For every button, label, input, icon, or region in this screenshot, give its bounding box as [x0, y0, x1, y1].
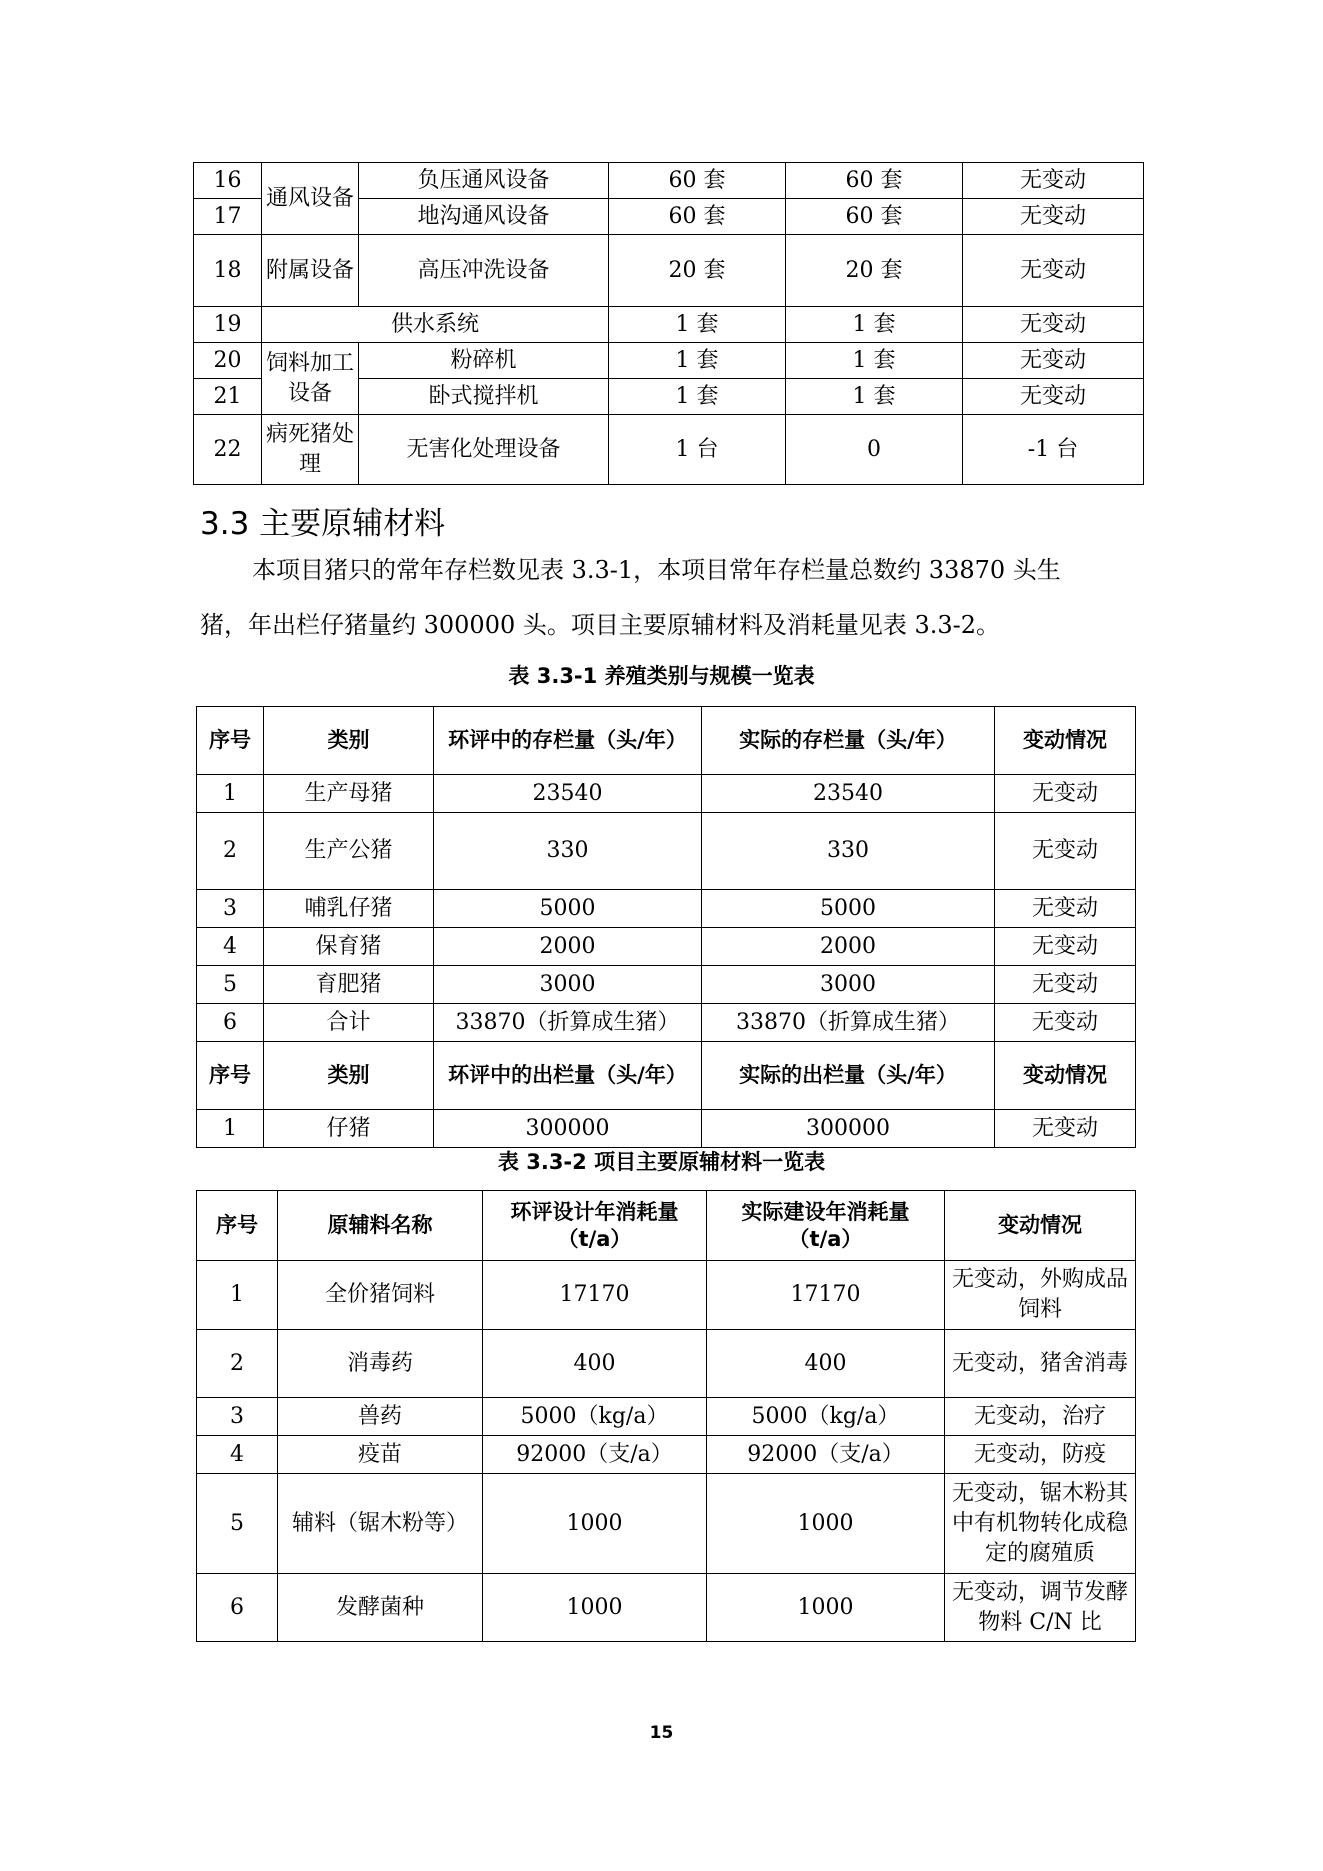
column-header: 序号 [197, 1191, 278, 1261]
actual-quantity: 1 套 [786, 343, 963, 379]
table-row [197, 775, 1136, 813]
column-header: 序号 [197, 707, 264, 775]
table-cell: 3000 [434, 966, 702, 1004]
table-cell: 23540 [702, 775, 995, 813]
row-number: 22 [194, 415, 262, 485]
change-status: 无变动 [963, 379, 1144, 415]
column-header: 变动情况 [995, 1042, 1136, 1110]
row-number: 16 [194, 163, 262, 199]
table-cell: 生产母猪 [264, 775, 434, 813]
column-header: 实际建设年消耗量（t/a） [707, 1191, 945, 1261]
eia-quantity: 1 套 [609, 379, 786, 415]
table-cell: 400 [483, 1330, 707, 1398]
paragraph: 猪，年出栏仔猪量约 300000 头。项目主要原辅材料及消耗量见表 3.3-2。 [200, 611, 1001, 639]
table-cell: 3 [197, 890, 264, 928]
table-cell: 33870（折算成生猪） [702, 1004, 995, 1042]
table-cell: 4 [197, 1436, 278, 1474]
table-cell: 5000 [434, 890, 702, 928]
table-cell: 全价猪饲料 [278, 1261, 483, 1330]
table-cell: 育肥猪 [264, 966, 434, 1004]
table-cell: 5 [197, 966, 264, 1004]
breeding-scale-table [196, 706, 1136, 1148]
table-cell: 无变动 [995, 775, 1136, 813]
equipment-table [193, 162, 1144, 485]
equipment-name: 高压冲洗设备 [359, 235, 609, 307]
change-status: 无变动 [963, 235, 1144, 307]
table-row [194, 235, 1144, 307]
table-cell: 6 [197, 1004, 264, 1042]
table-cell: 92000（支/a） [707, 1436, 945, 1474]
table-row [194, 307, 1144, 343]
eia-quantity: 20 套 [609, 235, 786, 307]
column-header: 变动情况 [945, 1191, 1136, 1261]
table-cell: 无变动，治疗 [945, 1398, 1136, 1436]
table-cell: 无变动 [995, 1004, 1136, 1042]
group-cell: 病死猪处理 [262, 415, 359, 485]
column-header: 环评设计年消耗量（t/a） [483, 1191, 707, 1261]
table-cell: 1000 [483, 1474, 707, 1574]
table-row [197, 1004, 1136, 1042]
table-cell: 无变动 [995, 1110, 1136, 1148]
group-cell: 饲料加工设备 [262, 343, 359, 415]
table-cell: 无变动，防疫 [945, 1436, 1136, 1474]
table-cell: 1000 [707, 1474, 945, 1574]
column-header: 序号 [197, 1042, 264, 1110]
table-cell: 17170 [707, 1261, 945, 1330]
table-cell: 2000 [434, 928, 702, 966]
column-header: 环评中的存栏量（头/年） [434, 707, 702, 775]
column-header: 环评中的出栏量（头/年） [434, 1042, 702, 1110]
change-status: 无变动 [963, 163, 1144, 199]
table-row [194, 415, 1144, 485]
table-cell: 无变动 [995, 813, 1136, 890]
table-row [197, 1398, 1136, 1436]
table-cell: 33870（折算成生猪） [434, 1004, 702, 1042]
column-header: 类别 [264, 1042, 434, 1110]
table-cell: 发酵菌种 [278, 1574, 483, 1642]
table-cell: 1 [197, 1261, 278, 1330]
actual-quantity: 60 套 [786, 199, 963, 235]
page-number: 15 [649, 1723, 674, 1743]
equipment-name: 无害化处理设备 [359, 415, 609, 485]
change-status: 无变动 [963, 307, 1144, 343]
table-cell: 无变动 [995, 890, 1136, 928]
table-cell: 保育猪 [264, 928, 434, 966]
table-cell: 5 [197, 1474, 278, 1574]
table-row [197, 890, 1136, 928]
table-cell: 1000 [483, 1574, 707, 1642]
table-cell: 仔猪 [264, 1110, 434, 1148]
column-header: 类别 [264, 707, 434, 775]
equipment-name: 地沟通风设备 [359, 199, 609, 235]
actual-quantity: 1 套 [786, 379, 963, 415]
table-cell: 无变动，猪舍消毒 [945, 1330, 1136, 1398]
table-cell: 合计 [264, 1004, 434, 1042]
table-cell: 2 [197, 813, 264, 890]
change-status: 无变动 [963, 343, 1144, 379]
table-header-row [197, 1042, 1136, 1110]
actual-quantity: 60 套 [786, 163, 963, 199]
column-header: 实际的出栏量（头/年） [702, 1042, 995, 1110]
table-cell: 6 [197, 1574, 278, 1642]
change-status: 无变动 [963, 199, 1144, 235]
table-cell: 5000（kg/a） [483, 1398, 707, 1436]
row-number: 20 [194, 343, 262, 379]
table-row [197, 1110, 1136, 1148]
change-status: -1 台 [963, 415, 1144, 485]
table-cell: 1 [197, 775, 264, 813]
column-header: 实际的存栏量（头/年） [702, 707, 995, 775]
table-row [197, 1474, 1136, 1574]
table-cell: 生产公猪 [264, 813, 434, 890]
table-row [197, 1330, 1136, 1398]
table-cell: 1 [197, 1110, 264, 1148]
table-cell: 1000 [707, 1574, 945, 1642]
table-row [197, 1574, 1136, 1642]
table-cell: 3 [197, 1398, 278, 1436]
table-cell: 2000 [702, 928, 995, 966]
table-cell: 330 [702, 813, 995, 890]
actual-quantity: 20 套 [786, 235, 963, 307]
column-header: 变动情况 [995, 707, 1136, 775]
table-row [194, 343, 1144, 379]
table-row [197, 966, 1136, 1004]
table-cell: 23540 [434, 775, 702, 813]
table-header-row [197, 707, 1136, 775]
table-cell: 无变动，调节发酵物料 C/N 比 [945, 1574, 1136, 1642]
table-cell: 5000（kg/a） [707, 1398, 945, 1436]
table-cell: 330 [434, 813, 702, 890]
table-row [194, 163, 1144, 199]
row-number: 21 [194, 379, 262, 415]
actual-quantity: 0 [786, 415, 963, 485]
row-number: 19 [194, 307, 262, 343]
table-cell: 辅料（锯木粉等） [278, 1474, 483, 1574]
table-cell: 5000 [702, 890, 995, 928]
equipment-name: 粉碎机 [359, 343, 609, 379]
table-cell: 2 [197, 1330, 278, 1398]
raw-materials-table [196, 1190, 1136, 1642]
table-cell: 疫苗 [278, 1436, 483, 1474]
table-cell: 消毒药 [278, 1330, 483, 1398]
eia-quantity: 1 套 [609, 343, 786, 379]
column-header: 原辅料名称 [278, 1191, 483, 1261]
section-heading: 3.3 主要原辅材料 [200, 506, 446, 542]
table-cell: 300000 [434, 1110, 702, 1148]
table-cell: 17170 [483, 1261, 707, 1330]
table-cell: 无变动，外购成品饲料 [945, 1261, 1136, 1330]
table-row [197, 928, 1136, 966]
table-cell: 3000 [702, 966, 995, 1004]
table-cell: 400 [707, 1330, 945, 1398]
equipment-name: 供水系统 [262, 307, 609, 343]
table-header-row [197, 1191, 1136, 1261]
table-cell: 300000 [702, 1110, 995, 1148]
eia-quantity: 1 台 [609, 415, 786, 485]
table-row [197, 813, 1136, 890]
equipment-name: 负压通风设备 [359, 163, 609, 199]
row-number: 18 [194, 235, 262, 307]
eia-quantity: 60 套 [609, 199, 786, 235]
group-cell: 附属设备 [262, 235, 359, 307]
table-caption: 表 3.3-2 项目主要原辅材料一览表 [497, 1150, 826, 1174]
equipment-name: 卧式搅拌机 [359, 379, 609, 415]
eia-quantity: 1 套 [609, 307, 786, 343]
table-row [197, 1261, 1136, 1330]
table-caption: 表 3.3-1 养殖类别与规模一览表 [508, 664, 815, 688]
eia-quantity: 60 套 [609, 163, 786, 199]
paragraph: 本项目猪只的常年存栏数见表 3.3-1，本项目常年存栏量总数约 33870 头生 [252, 556, 1061, 584]
table-cell: 无变动 [995, 928, 1136, 966]
group-cell: 通风设备 [262, 163, 359, 235]
actual-quantity: 1 套 [786, 307, 963, 343]
table-cell: 兽药 [278, 1398, 483, 1436]
table-cell: 无变动 [995, 966, 1136, 1004]
table-cell: 92000（支/a） [483, 1436, 707, 1474]
table-cell: 4 [197, 928, 264, 966]
table-cell: 无变动，锯木粉其中有机物转化成稳定的腐殖质 [945, 1474, 1136, 1574]
table-cell: 哺乳仔猪 [264, 890, 434, 928]
row-number: 17 [194, 199, 262, 235]
table-row [197, 1436, 1136, 1474]
